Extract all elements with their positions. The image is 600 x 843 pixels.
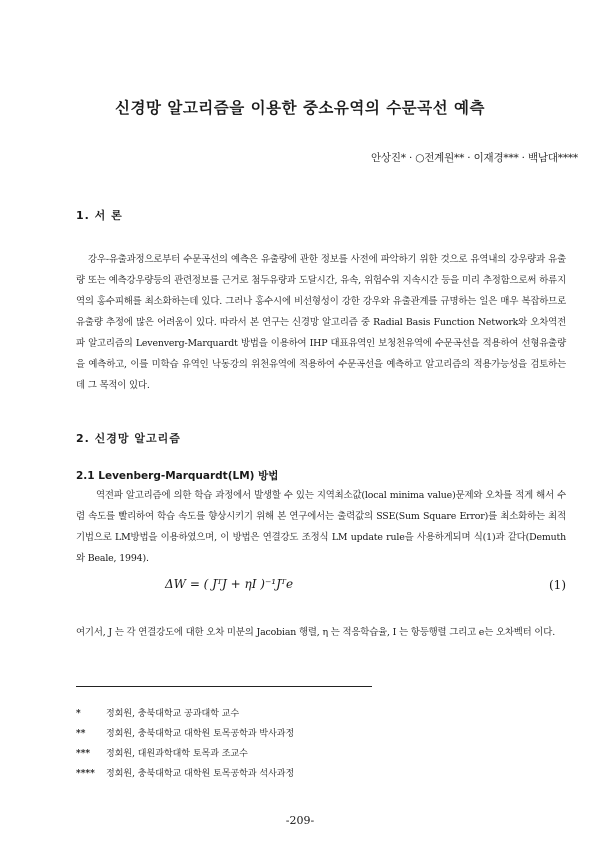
author-list: 안상진* · ○전계원** · 이재경*** · 백남대**** bbox=[370, 152, 578, 164]
subsection-2-1-heading: 2.1 Levenberg-Marquardt(LM) 방법 bbox=[76, 470, 279, 482]
lm-update-equation: ΔW = ( JᵀJ + ηI )⁻¹Jᵀe bbox=[165, 577, 294, 591]
page-number: -209- bbox=[285, 814, 315, 827]
footnote-1 bbox=[76, 706, 239, 719]
paper-title: 신경망 알고리즘을 이용한 중소유역의 수문곡선 예측 bbox=[115, 98, 485, 117]
footnote-3-text: 정회원, 대원과학대학 토목과 조교수 bbox=[106, 749, 248, 759]
footnote-4-mark: **** bbox=[76, 769, 95, 779]
section-2-heading: 2. 신경망 알고리즘 bbox=[76, 432, 181, 445]
introduction-paragraph: 강우-유출과정으로부터 수문곡선의 예측은 유출량에 관한 정보를 사전에 파악하기 위한 것으로 유역내의 강우량과 유출량 또는 예측강우량등의 관련정보를 근거로 첨두유량과 도달시간, 유속, 위험수위 지속시간 등을 미리 추정함으로써 하류지역의 홍수피해를 최소화하는데 있다. 그러나 홍수시에 비선형성이 강한 강우와 유출관계를 규명하는 일은 매우 복잡하므로 유출량 추정에 많은 어려움이 있다. 따라서 본 연구는 신경망 알고리즘 중 Radial Basis Function Network와 오차역전파 알고리즘의 Levenverg-Marquardt 방법을 이용하여 IHP 대표유역인 보청천유역에 수문곡선을 적용하여 선형유출량을 예측하고, 이를 미학습 유역인 낙동강의 위천유역에 적용하여 수문곡선을 예측하고 알고리즘의 적용가능성을 검토하는데 그 목적이 있다. bbox=[76, 254, 566, 391]
section-1-heading: 1. 서 론 bbox=[76, 209, 123, 222]
footnote-2 bbox=[76, 726, 294, 739]
footnote-divider bbox=[76, 686, 372, 687]
footnote-1-mark: * bbox=[76, 709, 81, 719]
equation-explanation: 여기서, J 는 각 연결강도에 대한 오차 미분의 Jacobian 행렬, η 는 적응학습율, I 는 항등행렬 그리고 e는 오차벡터 이다. bbox=[76, 627, 556, 638]
footnote-4 bbox=[76, 766, 294, 779]
footnote-3 bbox=[76, 746, 248, 759]
lm-method-paragraph: 역전파 알고리즘에 의한 학습 과정에서 발생할 수 있는 지역최소값(local minima value)문제와 오차를 적게 해서 수렴 속도를 빨리하여 학습 속도를 향상시키기 위해 본 연구에서는 출력값의 SSE(Sum Square Error)를 최소화하는 최적기법으로 LM방법을 이용하였으며, 이 방법은 연결강도 조정식 LM update rule을 사용하게되며 식(1)과 같다(Demuth 와 Beale, 1994). bbox=[76, 490, 566, 564]
footnote-2-text: 정회원, 충북대학교 대학원 토목공학과 박사과정 bbox=[106, 729, 295, 739]
footnote-1-text: 정회원, 충북대학교 공과대학 교수 bbox=[106, 709, 240, 719]
footnote-3-mark: *** bbox=[76, 749, 91, 759]
equation-number: (1) bbox=[549, 578, 566, 592]
footnote-2-mark: ** bbox=[76, 729, 86, 739]
footnote-4-text: 정회원, 충북대학교 대학원 토목공학과 석사과정 bbox=[106, 769, 295, 779]
